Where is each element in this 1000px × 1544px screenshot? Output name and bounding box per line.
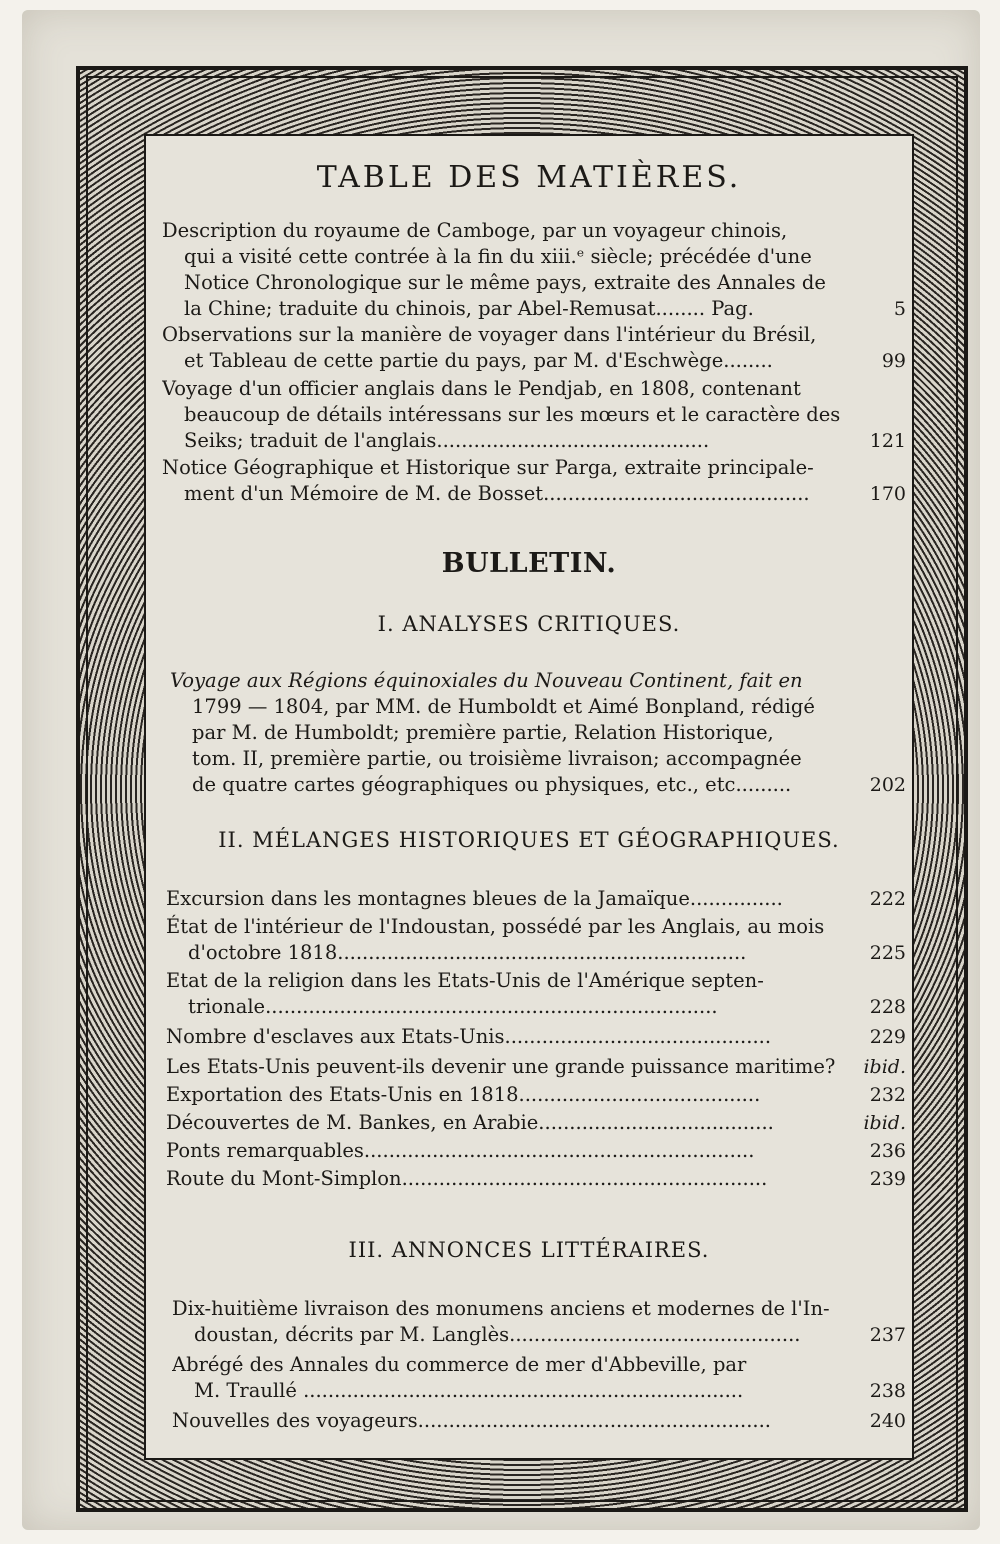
toc-entry bbox=[166, 886, 906, 912]
toc-entry-line: Dix-huitième livraison des monumens anciens et modernes de l'In- bbox=[172, 1297, 830, 1320]
toc-entry bbox=[162, 376, 906, 454]
toc-entry bbox=[166, 1082, 906, 1108]
toc-entry-line: Exportation des Etats-Unis en 1818....................................... bbox=[166, 1083, 761, 1106]
toc-entry bbox=[162, 455, 906, 507]
toc-entry-line: 1799 — 1804, par MM. de Humboldt et Aimé Bonpland, rédigé bbox=[192, 695, 815, 718]
page-number: 232 bbox=[869, 1084, 906, 1106]
toc-entry-line: M. Traullé ....................................................................... bbox=[194, 1379, 744, 1402]
toc-entry-line: beaucoup de détails intéressans sur les mœurs et le caractère des bbox=[184, 403, 841, 426]
toc-entry bbox=[172, 1352, 906, 1404]
toc-entry bbox=[162, 322, 906, 374]
toc-entry bbox=[166, 914, 906, 966]
page-number: 121 bbox=[869, 430, 906, 452]
page-number: 228 bbox=[869, 996, 906, 1018]
toc-entry-line: État de l'intérieur de l'Indoustan, possédé par les Anglais, au mois bbox=[166, 915, 825, 938]
toc-entry-line: et Tableau de cette partie du pays, par M. d'Eschwège........ bbox=[184, 349, 773, 372]
page-number: 236 bbox=[869, 1140, 906, 1162]
toc-entry bbox=[166, 1024, 906, 1050]
toc-entry-line: Les Etats-Unis peuvent-ils devenir une grande puissance maritime? bbox=[166, 1055, 836, 1078]
page-number: 202 bbox=[869, 774, 906, 796]
section-heading: III. ANNONCES LITTÉRAIRES. bbox=[348, 1238, 710, 1262]
page-number: 240 bbox=[869, 1410, 906, 1432]
toc-entry-line: Seiks; traduit de l'anglais............................................ bbox=[184, 429, 710, 452]
toc-entry-line: doustan, décrits par M. Langlès............................................... bbox=[194, 1323, 801, 1346]
toc-entry bbox=[166, 968, 906, 1020]
toc-entry bbox=[172, 1296, 906, 1348]
page-number: 5 bbox=[893, 298, 906, 320]
toc-entry bbox=[166, 1110, 906, 1136]
toc-entry-line: Découvertes de M. Bankes, en Arabie...................................... bbox=[166, 1111, 774, 1134]
toc-entry-line: Nouvelles des voyageurs......................................................... bbox=[172, 1409, 771, 1432]
toc-entry-line: Route du Mont-Simplon........................................................... bbox=[166, 1167, 768, 1190]
toc-entry bbox=[170, 668, 906, 798]
toc-entry bbox=[162, 218, 906, 322]
toc-entry-line: Notice Géographique et Historique sur Parga, extraite principale- bbox=[162, 456, 814, 479]
toc-entry bbox=[172, 1408, 906, 1434]
toc-entry-line: Nombre d'esclaves aux Etats-Unis........................................... bbox=[166, 1025, 772, 1048]
page-number: 170 bbox=[869, 483, 906, 505]
section-heading: II. MÉLANGES HISTORIQUES ET GÉOGRAPHIQUES. bbox=[218, 828, 840, 852]
toc-entry-line: de quatre cartes géographiques ou physiques, etc., etc......... bbox=[192, 773, 792, 796]
toc-entry-line: Etat de la religion dans les Etats-Unis de l'Amérique septen- bbox=[166, 969, 764, 992]
toc-entry-line: Ponts remarquables............................................................... bbox=[166, 1139, 755, 1162]
toc-entry-line: d'octobre 1818.................................................................. bbox=[188, 941, 747, 964]
toc-entry-line: Observations sur la manière de voyager dans l'intérieur du Brésil, bbox=[162, 323, 817, 346]
toc-entry bbox=[166, 1138, 906, 1164]
toc-entry bbox=[166, 1054, 906, 1080]
page-number: 239 bbox=[869, 1168, 906, 1190]
page-number: 238 bbox=[869, 1380, 906, 1402]
bulletin-heading: BULLETIN. bbox=[441, 548, 617, 579]
toc-entry-line: trionale......................................................................... bbox=[188, 995, 718, 1018]
page-number: 237 bbox=[869, 1324, 906, 1346]
toc-entry-line: ment d'un Mémoire de M. de Bosset........................................... bbox=[184, 482, 810, 505]
toc-entry bbox=[166, 1166, 906, 1192]
page-title: TABLE DES MATIÈRES. bbox=[316, 160, 742, 195]
toc-entry-line: Notice Chronologique sur le même pays, extraite des Annales de bbox=[184, 271, 826, 294]
page-number: 222 bbox=[869, 888, 906, 910]
page-number: 229 bbox=[869, 1026, 906, 1048]
toc-entry-line: par M. de Humboldt; première partie, Relation Historique, bbox=[192, 721, 774, 744]
toc-entry-line: Excursion dans les montagnes bleues de la Jamaïque............... bbox=[166, 887, 783, 910]
toc-entry-line: Abrégé des Annales du commerce de mer d'Abbeville, par bbox=[172, 1353, 747, 1376]
toc-entry-line: la Chine; traduite du chinois, par Abel-Remusat........ Pag. bbox=[184, 297, 754, 320]
page-number: 99 bbox=[881, 350, 906, 372]
page-number: ibid. bbox=[863, 1112, 906, 1134]
page-number: 225 bbox=[869, 942, 906, 964]
toc-entry-line: qui a visité cette contrée à la fin du xiii.ᵉ siècle; précédée d'une bbox=[184, 245, 812, 268]
toc-entry-line: Description du royaume de Camboge, par un voyageur chinois, bbox=[162, 219, 788, 242]
toc-entry-line: Voyage aux Régions équinoxiales du Nouveau Continent, fait en bbox=[170, 669, 803, 692]
toc-entry-line: tom. II, première partie, ou troisième livraison; accompagnée bbox=[192, 747, 802, 770]
toc-entry-line: Voyage d'un officier anglais dans le Pendjab, en 1808, contenant bbox=[162, 377, 801, 400]
page-number: ibid. bbox=[863, 1056, 906, 1078]
section-heading: I. ANALYSES CRITIQUES. bbox=[377, 612, 681, 636]
